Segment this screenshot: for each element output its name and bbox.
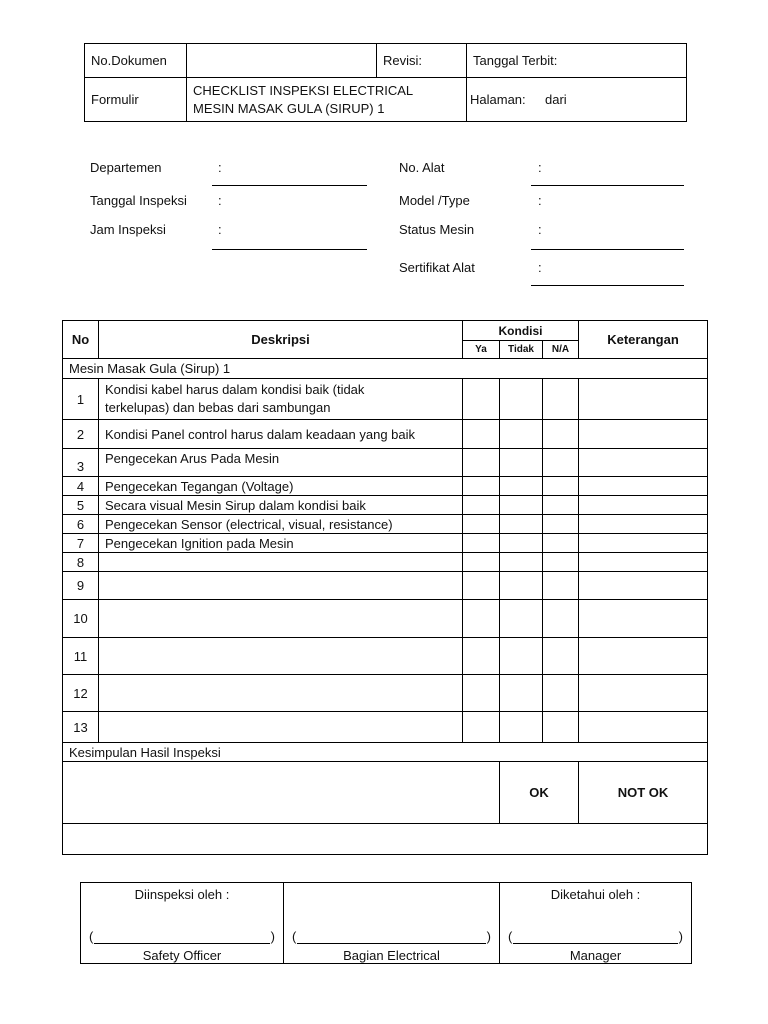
diketahui-label: Diketahui oleh :	[550, 887, 641, 902]
keterangan-cell[interactable]	[579, 477, 708, 496]
signature-electrical[interactable]	[284, 883, 500, 964]
close-paren: )	[678, 929, 683, 944]
table-row	[63, 572, 708, 600]
row-no: 8	[63, 553, 99, 572]
keterangan-cell[interactable]	[579, 572, 708, 600]
keterangan-cell[interactable]	[579, 496, 708, 515]
row-desc: Pengecekan Ignition pada Mesin	[99, 534, 463, 553]
ya-checkbox[interactable]	[463, 477, 500, 496]
row-no: 1	[63, 379, 99, 420]
formulir-label: Formulir	[85, 78, 187, 122]
form-title: CHECKLIST INSPEKSI ELECTRICAL MESIN MASAK GULA (SIRUP) 1	[187, 78, 467, 122]
tanggal-inspeksi-colon: :	[218, 193, 222, 208]
na-checkbox[interactable]	[543, 712, 579, 743]
kesimpulan-remarks[interactable]	[63, 824, 708, 855]
na-checkbox[interactable]	[543, 553, 579, 572]
tidak-checkbox[interactable]	[500, 449, 543, 477]
open-paren: (	[508, 929, 513, 944]
table-row	[63, 379, 708, 420]
tidak-checkbox[interactable]	[500, 600, 543, 638]
table-row	[63, 515, 708, 534]
sertifikat-alat-label: Sertifikat Alat	[399, 260, 475, 275]
table-row	[63, 675, 708, 712]
signature-inspector[interactable]	[81, 883, 284, 964]
row-no: 12	[63, 675, 99, 712]
row-no: 7	[63, 534, 99, 553]
row-desc: Pengecekan Tegangan (Voltage)	[99, 477, 463, 496]
row-desc	[99, 572, 463, 600]
ya-checkbox[interactable]	[463, 449, 500, 477]
table-row	[63, 553, 708, 572]
row-desc	[99, 712, 463, 743]
ya-checkbox[interactable]	[463, 515, 500, 534]
na-checkbox[interactable]	[543, 477, 579, 496]
tidak-checkbox[interactable]	[500, 553, 543, 572]
role-manager: Manager	[569, 948, 622, 963]
row-desc: Pengecekan Arus Pada Mesin	[99, 449, 463, 477]
model-type-label: Model /Type	[399, 193, 470, 208]
halaman-cell	[467, 78, 687, 122]
table-row	[63, 449, 708, 477]
na-checkbox[interactable]	[543, 572, 579, 600]
keterangan-cell[interactable]	[579, 420, 708, 449]
row-desc	[99, 638, 463, 675]
na-checkbox[interactable]	[543, 420, 579, 449]
signature-table	[80, 882, 692, 964]
close-paren: )	[486, 929, 491, 944]
keterangan-cell[interactable]	[579, 534, 708, 553]
na-checkbox[interactable]	[543, 638, 579, 675]
row-no: 2	[63, 420, 99, 449]
table-row	[63, 477, 708, 496]
ya-checkbox[interactable]	[463, 600, 500, 638]
row-desc	[99, 675, 463, 712]
model-type-colon: :	[538, 193, 542, 208]
table-row	[63, 712, 708, 743]
keterangan-cell[interactable]	[579, 600, 708, 638]
keterangan-cell[interactable]	[579, 449, 708, 477]
tidak-checkbox[interactable]	[500, 712, 543, 743]
ya-checkbox[interactable]	[463, 712, 500, 743]
row-no: 4	[63, 477, 99, 496]
tanggal-terbit-label: Tanggal Terbit:	[467, 44, 687, 78]
close-paren: )	[270, 929, 275, 944]
halaman-label: Halaman:	[470, 92, 526, 107]
table-row	[63, 638, 708, 675]
signature-line	[297, 931, 485, 944]
tidak-checkbox[interactable]	[500, 496, 543, 515]
tidak-checkbox[interactable]	[500, 675, 543, 712]
row-desc: Pengecekan Sensor (electrical, visual, resistance)	[99, 515, 463, 534]
keterangan-cell[interactable]	[579, 553, 708, 572]
dari-label: dari	[545, 92, 567, 107]
ya-checkbox[interactable]	[463, 420, 500, 449]
tidak-checkbox[interactable]	[500, 420, 543, 449]
document-header-table	[84, 43, 687, 122]
checklist-table	[62, 320, 708, 855]
ya-checkbox[interactable]	[463, 638, 500, 675]
row-no: 9	[63, 572, 99, 600]
table-row	[63, 600, 708, 638]
col-na-header: N/A	[543, 341, 579, 359]
section-title: Mesin Masak Gula (Sirup) 1	[63, 359, 708, 379]
departemen-colon: :	[218, 160, 222, 175]
table-row	[63, 420, 708, 449]
row-desc	[99, 553, 463, 572]
row-no: 5	[63, 496, 99, 515]
ya-checkbox[interactable]	[463, 572, 500, 600]
tidak-checkbox[interactable]	[500, 534, 543, 553]
tidak-checkbox[interactable]	[500, 572, 543, 600]
signature-manager[interactable]	[500, 883, 692, 964]
jam-inspeksi-label: Jam Inspeksi	[90, 222, 166, 237]
na-checkbox[interactable]	[543, 515, 579, 534]
role-bagian-electrical: Bagian Electrical	[343, 948, 440, 963]
sertifikat-alat-colon: :	[538, 260, 542, 275]
revisi-label: Revisi:	[377, 44, 467, 78]
status-mesin-field[interactable]	[531, 249, 684, 250]
col-kondisi-header: Kondisi	[463, 321, 579, 341]
no-alat-field[interactable]	[531, 185, 684, 186]
tanggal-inspeksi-label: Tanggal Inspeksi	[90, 193, 187, 208]
keterangan-cell[interactable]	[579, 712, 708, 743]
row-no: 11	[63, 638, 99, 675]
row-no: 6	[63, 515, 99, 534]
table-row	[63, 496, 708, 515]
ya-checkbox[interactable]	[463, 534, 500, 553]
ya-checkbox[interactable]	[463, 379, 500, 420]
ya-checkbox[interactable]	[463, 496, 500, 515]
jam-inspeksi-colon: :	[218, 222, 222, 237]
no-dokumen-label: No.Dokumen	[85, 44, 187, 78]
col-ya-header: Ya	[463, 341, 500, 359]
sertifikat-alat-field[interactable]	[531, 285, 684, 286]
na-checkbox[interactable]	[543, 496, 579, 515]
departemen-field[interactable]	[212, 185, 367, 186]
col-keterangan-header: Keterangan	[579, 321, 708, 359]
row-desc: Secara visual Mesin Sirup dalam kondisi baik	[99, 496, 463, 515]
no-alat-label: No. Alat	[399, 160, 445, 175]
col-deskripsi-header: Deskripsi	[99, 321, 463, 359]
keterangan-cell[interactable]	[579, 638, 708, 675]
open-paren: (	[292, 929, 297, 944]
row-desc: Kondisi Panel control harus dalam keadaan yang baik	[99, 420, 463, 449]
signature-line	[94, 931, 269, 944]
na-checkbox[interactable]	[543, 379, 579, 420]
status-mesin-colon: :	[538, 222, 542, 237]
row-no: 10	[63, 600, 99, 638]
kesimpulan-label: Kesimpulan Hasil Inspeksi	[63, 743, 708, 762]
table-row	[63, 534, 708, 553]
diinspeksi-label: Diinspeksi oleh :	[134, 887, 230, 902]
na-checkbox[interactable]	[543, 600, 579, 638]
tidak-checkbox[interactable]	[500, 515, 543, 534]
tidak-checkbox[interactable]	[500, 379, 543, 420]
no-dokumen-value[interactable]	[187, 44, 377, 78]
tidak-checkbox[interactable]	[500, 638, 543, 675]
row-no: 13	[63, 712, 99, 743]
keterangan-cell[interactable]	[579, 675, 708, 712]
ok-option[interactable]: OK	[500, 762, 579, 824]
departemen-label: Departemen	[90, 160, 162, 175]
role-safety-officer: Safety Officer	[142, 948, 222, 963]
na-checkbox[interactable]	[543, 449, 579, 477]
open-paren: (	[89, 929, 94, 944]
col-no-header: No	[63, 321, 99, 359]
not-ok-option[interactable]: NOT OK	[579, 762, 708, 824]
row-no: 3	[63, 449, 99, 477]
col-tidak-header: Tidak	[500, 341, 543, 359]
tidak-checkbox[interactable]	[500, 477, 543, 496]
row-desc: Kondisi kabel harus dalam kondisi baik (tidak terkelupas) dan bebas dari sambungan	[99, 379, 463, 420]
ya-checkbox[interactable]	[463, 675, 500, 712]
na-checkbox[interactable]	[543, 534, 579, 553]
signature-line	[513, 931, 677, 944]
kesimpulan-notes[interactable]	[63, 762, 500, 824]
keterangan-cell[interactable]	[579, 379, 708, 420]
na-checkbox[interactable]	[543, 675, 579, 712]
keterangan-cell[interactable]	[579, 515, 708, 534]
jam-inspeksi-field[interactable]	[212, 249, 367, 250]
no-alat-colon: :	[538, 160, 542, 175]
status-mesin-label: Status Mesin	[399, 222, 475, 237]
ya-checkbox[interactable]	[463, 553, 500, 572]
row-desc	[99, 600, 463, 638]
